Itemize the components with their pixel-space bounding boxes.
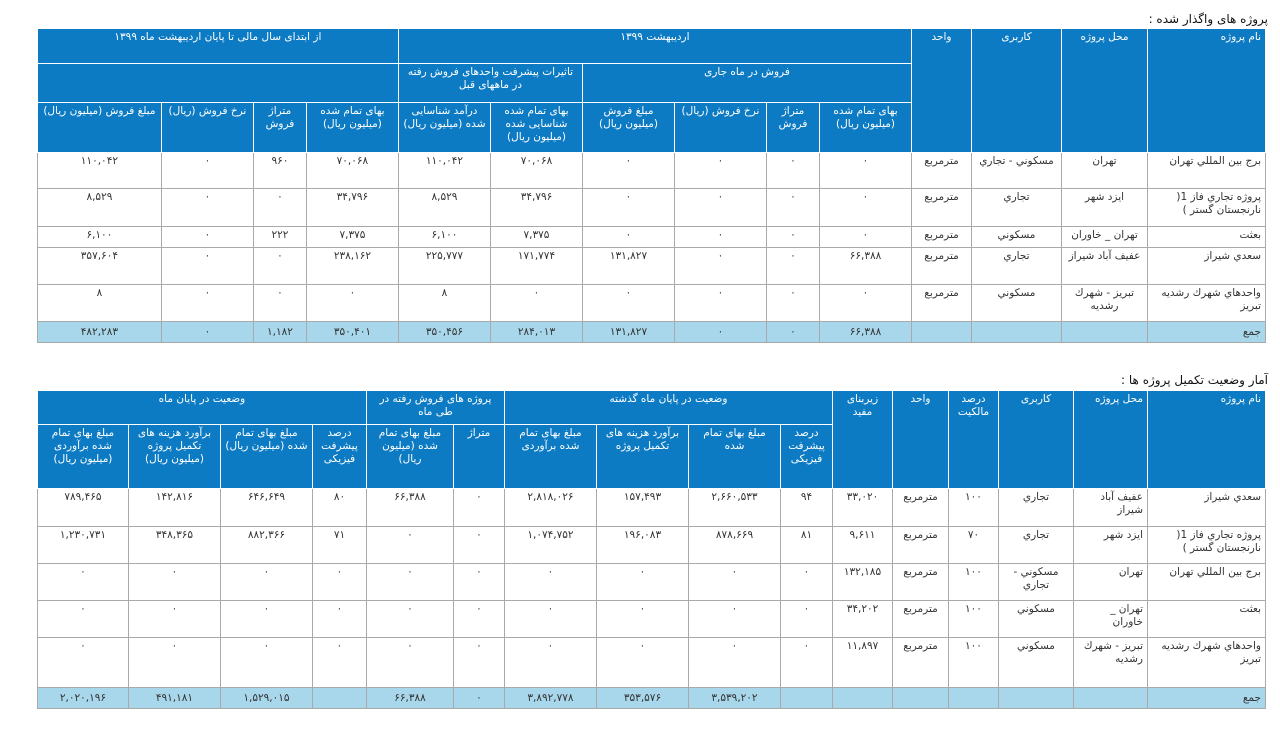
- cell-total: ۶۶,۳۸۸: [366, 688, 453, 709]
- cell-project-name: پروژه تجاري فاز 1( نارنجستان گستر ): [1148, 527, 1266, 564]
- cell-value: ۱,۰۷۴,۷۵۲: [504, 527, 596, 564]
- total-row: [37, 322, 1265, 343]
- cell-value: ۰: [37, 564, 128, 601]
- cell-value: ۰: [128, 601, 220, 638]
- cell-value: ۰: [128, 638, 220, 688]
- header-ytd-area: متراژ فروش: [253, 103, 306, 153]
- completion-status-table: [37, 390, 1266, 709]
- cell-unit: مترمربع: [912, 189, 972, 227]
- assigned-projects-table: [37, 28, 1266, 343]
- cell-location: تهران: [1062, 153, 1148, 189]
- cell-value: ۰: [583, 153, 675, 189]
- header-useful-area: زیربنای مفید: [833, 391, 893, 489]
- header-unit: واحد: [912, 29, 972, 153]
- cell-value: ۲۲۲: [253, 227, 306, 248]
- cell-value: ۰: [597, 638, 689, 688]
- header-end-estimate: برآورد هزینه های تکمیل پروژه (میلیون ریال): [128, 425, 220, 489]
- cell-value: ۲,۸۱۸,۰۲۶: [504, 489, 596, 527]
- cell-empty: [833, 688, 893, 709]
- cell-value: ۰: [37, 638, 128, 688]
- cell-value: ۶۶,۳۸۸: [366, 489, 453, 527]
- cell-value: ۱۱۰,۰۴۲: [37, 153, 161, 189]
- cell-location: تبريز - شهرك رشديه: [1062, 285, 1148, 322]
- cell-value: ۰: [597, 601, 689, 638]
- cell-ownership: ۱۰۰: [949, 489, 999, 527]
- cell-ownership: ۱۰۰: [949, 564, 999, 601]
- cell-total: ۴۸۲,۲۸۳: [37, 322, 161, 343]
- cell-total: ۶۶,۳۸۸: [820, 322, 912, 343]
- cell-unit: مترمربع: [893, 564, 949, 601]
- header-end-estimated-total: مبلغ بهای تمام شده برآوردی (میلیون ریال): [37, 425, 128, 489]
- header-completed-price: بهای تمام شده (میلیون ریال): [820, 103, 912, 153]
- cell-empty: [972, 322, 1062, 343]
- header-prev-estimated-total: مبلغ بهای تمام شده برآوردی: [504, 425, 596, 489]
- table-row: [37, 189, 1265, 227]
- cell-value: ۲۲۵,۷۷۷: [398, 248, 490, 285]
- cell-project-name: بعثت: [1148, 227, 1266, 248]
- table-row: [37, 285, 1265, 322]
- cell-value: ۰: [453, 527, 504, 564]
- cell-ownership: ۱۰۰: [949, 638, 999, 688]
- cell-value: ۰: [767, 248, 820, 285]
- cell-value: ۱۳۱,۸۲۷: [583, 248, 675, 285]
- cell-value: ۰: [767, 153, 820, 189]
- cell-value: ۰: [37, 601, 128, 638]
- cell-total: ۰: [453, 688, 504, 709]
- cell-value: ۰: [312, 564, 366, 601]
- cell-total: ۱,۵۲۹,۰۱۵: [220, 688, 312, 709]
- cell-value: ۰: [675, 189, 767, 227]
- cell-unit: مترمربع: [893, 489, 949, 527]
- cell-project-name: پروژه تجاري فاز 1( نارنجستان گستر ): [1148, 189, 1266, 227]
- header-prev-month-group: وضعیت در پایان ماه گذشته: [504, 391, 832, 425]
- cell-empty: [312, 688, 366, 709]
- cell-value: ۰: [366, 564, 453, 601]
- cell-value: ۱۹۶,۰۸۳: [597, 527, 689, 564]
- cell-location: تهران: [1074, 564, 1148, 601]
- cell-value: ۸: [398, 285, 490, 322]
- cell-total: ۰: [675, 322, 767, 343]
- cell-usage: مسكوني - تجاري: [972, 153, 1062, 189]
- cell-value: ۰: [504, 638, 596, 688]
- header-area-sold: متراژ فروش: [767, 103, 820, 153]
- header-project-name: نام پروژه: [1148, 29, 1266, 153]
- header-ytd-spacer: [37, 64, 398, 103]
- cell-value: ۶۶,۳۸۸: [820, 248, 912, 285]
- header-unit: واحد: [893, 391, 949, 489]
- cell-value: ۲۳۸,۱۶۲: [306, 248, 398, 285]
- cell-value: ۳۴,۷۹۶: [306, 189, 398, 227]
- cell-value: ۸۸۲,۳۶۶: [220, 527, 312, 564]
- cell-value: ۰: [504, 601, 596, 638]
- cell-ownership: ۷۰: [949, 527, 999, 564]
- cell-value: ۸۷۸,۶۶۹: [689, 527, 781, 564]
- cell-location: تهران _ خاوران: [1062, 227, 1148, 248]
- cell-empty: [781, 688, 833, 709]
- cell-value: ۰: [128, 564, 220, 601]
- header-ytd-group: از ابتدای سال مالی تا پایان اردیبهشت ماه ۱۳۹۹: [37, 29, 398, 64]
- cell-area: ۱۳۲,۱۸۵: [833, 564, 893, 601]
- cell-unit: مترمربع: [912, 153, 972, 189]
- cell-unit: مترمربع: [912, 285, 972, 322]
- cell-value: ۳۴,۷۹۶: [491, 189, 583, 227]
- cell-value: ۷,۳۷۵: [306, 227, 398, 248]
- cell-value: ۱۷۱,۷۷۴: [491, 248, 583, 285]
- cell-value: ۸۰: [312, 489, 366, 527]
- cell-value: ۰: [453, 489, 504, 527]
- cell-value: ۹۴: [781, 489, 833, 527]
- cell-location: تبريز - شهرك رشديه: [1074, 638, 1148, 688]
- cell-area: ۳۴,۲۰۲: [833, 601, 893, 638]
- cell-usage: تجاري: [972, 189, 1062, 227]
- cell-value: ۰: [253, 285, 306, 322]
- cell-value: ۰: [689, 564, 781, 601]
- cell-value: ۰: [220, 638, 312, 688]
- cell-value: ۰: [161, 153, 253, 189]
- section-title-assigned-projects: پروژه های واگذار شده :: [1148, 12, 1268, 26]
- cell-unit: مترمربع: [893, 527, 949, 564]
- cell-empty: [912, 322, 972, 343]
- cell-value: ۰: [597, 564, 689, 601]
- cell-total: ۱۳۱,۸۲۷: [583, 322, 675, 343]
- cell-value: ۰: [453, 601, 504, 638]
- cell-value: ۸,۵۲۹: [37, 189, 161, 227]
- header-current-sales: فروش در ماه جاری: [583, 64, 912, 103]
- cell-value: ۷,۳۷۵: [491, 227, 583, 248]
- table-row: [37, 248, 1265, 285]
- cell-value: ۶,۱۰۰: [37, 227, 161, 248]
- cell-project-name: واحدهاي شهرك رشديه تبريز: [1148, 638, 1266, 688]
- header-prev-estimate: برآورد هزینه های تکمیل پروژه: [597, 425, 689, 489]
- cell-value: ۳۵۷,۶۰۴: [37, 248, 161, 285]
- cell-value: ۱۱۰,۰۴۲: [398, 153, 490, 189]
- header-sold-area: متراژ: [453, 425, 504, 489]
- cell-project-name: بعثت: [1148, 601, 1266, 638]
- cell-location: عفيف آباد شيراز: [1074, 489, 1148, 527]
- cell-value: ۱,۲۳۰,۷۳۱: [37, 527, 128, 564]
- cell-value: ۳۴۸,۳۶۵: [128, 527, 220, 564]
- cell-project-name: سعدي شيراز: [1148, 248, 1266, 285]
- cell-value: ۰: [675, 153, 767, 189]
- cell-usage: تجاري: [972, 248, 1062, 285]
- cell-location: تهران _ خاوران: [1074, 601, 1148, 638]
- cell-total: ۳۵۰,۴۰۱: [306, 322, 398, 343]
- cell-value: ۰: [504, 564, 596, 601]
- cell-location: ايزد شهر: [1074, 527, 1148, 564]
- cell-empty: [1074, 688, 1148, 709]
- header-sold-group: پروژه های فروش رفته در طی ماه: [366, 391, 504, 425]
- cell-project-name: سعدي شيراز: [1148, 489, 1266, 527]
- cell-unit: مترمربع: [912, 227, 972, 248]
- header-end-completed: مبلغ بهای تمام شده (میلیون ریال): [220, 425, 312, 489]
- cell-total: ۴۹۱,۱۸۱: [128, 688, 220, 709]
- cell-ownership: ۱۰۰: [949, 601, 999, 638]
- cell-value: ۰: [583, 189, 675, 227]
- cell-value: ۱۵۷,۴۹۳: [597, 489, 689, 527]
- cell-empty: [893, 688, 949, 709]
- cell-value: ۰: [767, 285, 820, 322]
- cell-value: ۰: [253, 248, 306, 285]
- cell-total: ۰: [767, 322, 820, 343]
- cell-value: ۸,۵۲۹: [398, 189, 490, 227]
- cell-value: ۰: [220, 601, 312, 638]
- cell-location: ايزد شهر: [1062, 189, 1148, 227]
- table-row: [37, 227, 1265, 248]
- cell-value: ۷۰,۰۶۸: [491, 153, 583, 189]
- table-row: [37, 638, 1265, 688]
- header-month-group: اردیبهشت ۱۳۹۹: [398, 29, 911, 64]
- cell-total: ۳۵۰,۴۵۶: [398, 322, 490, 343]
- cell-area: ۹,۶۱۱: [833, 527, 893, 564]
- cell-value: ۰: [767, 227, 820, 248]
- cell-value: ۰: [161, 227, 253, 248]
- header-usage: کاربری: [972, 29, 1062, 153]
- cell-value: ۷۸۹,۴۶۵: [37, 489, 128, 527]
- cell-value: ۷۰,۰۶۸: [306, 153, 398, 189]
- header-project-name: نام پروژه: [1148, 391, 1266, 489]
- header-ytd-amount: مبلغ فروش (میلیون ریال): [37, 103, 161, 153]
- cell-value: ۰: [366, 527, 453, 564]
- header-prev-effects: تاثیرات پیشرفت واحدهای فروش رفته در ماههای قبل: [398, 64, 582, 103]
- cell-project-name: برج بين المللي تهران: [1148, 153, 1266, 189]
- header-recognized-income: درآمد شناسایی شده (میلیون ریال): [398, 103, 490, 153]
- header-prev-completed: مبلغ بهای تمام شده: [689, 425, 781, 489]
- cell-total: ۰: [161, 322, 253, 343]
- header-location: محل پروژه: [1062, 29, 1148, 153]
- cell-total: ۳۵۳,۵۷۶: [597, 688, 689, 709]
- cell-value: ۰: [781, 564, 833, 601]
- cell-usage: تجاري: [999, 489, 1074, 527]
- cell-total-label: جمع: [1148, 322, 1266, 343]
- table-row: [37, 601, 1265, 638]
- cell-total: ۲,۰۲۰,۱۹۶: [37, 688, 128, 709]
- cell-value: ۸۱: [781, 527, 833, 564]
- cell-total-label: جمع: [1148, 688, 1266, 709]
- cell-value: ۰: [583, 285, 675, 322]
- cell-usage: مسكوني - تجاري: [999, 564, 1074, 601]
- cell-value: ۰: [312, 601, 366, 638]
- cell-value: ۰: [689, 638, 781, 688]
- cell-value: ۰: [675, 285, 767, 322]
- header-recognized-cost: بهای تمام شده شناسایی شده (میلیون ریال): [491, 103, 583, 153]
- cell-unit: مترمربع: [912, 248, 972, 285]
- table-row: [37, 564, 1265, 601]
- header-ytd-completed-price: بهای تمام شده (میلیون ریال): [306, 103, 398, 153]
- cell-usage: مسكوني: [972, 227, 1062, 248]
- cell-value: ۱۴۲,۸۱۶: [128, 489, 220, 527]
- header-location: محل پروژه: [1074, 391, 1148, 489]
- cell-value: ۰: [306, 285, 398, 322]
- header-sold-amount: مبلغ بهای تمام شده (میلیون ریال): [366, 425, 453, 489]
- header-end-month-group: وضعیت در پایان ماه: [37, 391, 366, 425]
- header-sale-amount: مبلغ فروش (میلیون ریال): [583, 103, 675, 153]
- cell-value: ۰: [767, 189, 820, 227]
- header-sale-rate: نرخ فروش (ریال): [675, 103, 767, 153]
- table-row: [37, 153, 1265, 189]
- table-row: [37, 489, 1265, 527]
- cell-value: ۰: [675, 227, 767, 248]
- cell-value: ۰: [820, 285, 912, 322]
- cell-usage: مسكوني: [972, 285, 1062, 322]
- cell-unit: مترمربع: [893, 601, 949, 638]
- cell-value: ۷۱: [312, 527, 366, 564]
- cell-usage: مسكوني: [999, 638, 1074, 688]
- cell-value: ۰: [820, 189, 912, 227]
- section-title-completion-status: آمار وضعیت تکمیل پروژه ها :: [1121, 373, 1268, 387]
- cell-empty: [999, 688, 1074, 709]
- cell-value: ۸: [37, 285, 161, 322]
- cell-empty: [949, 688, 999, 709]
- cell-value: ۰: [453, 638, 504, 688]
- cell-value: ۰: [781, 638, 833, 688]
- table-row: [37, 527, 1265, 564]
- cell-value: ۰: [781, 601, 833, 638]
- cell-value: ۰: [675, 248, 767, 285]
- cell-value: ۲,۶۶۰,۵۳۳: [689, 489, 781, 527]
- header-ownership: درصد مالکیت: [949, 391, 999, 489]
- header-prev-progress: درصد پیشرفت فیزیکی: [781, 425, 833, 489]
- cell-value: ۰: [253, 189, 306, 227]
- cell-value: ۰: [220, 564, 312, 601]
- cell-project-name: برج بين المللي تهران: [1148, 564, 1266, 601]
- cell-value: ۰: [491, 285, 583, 322]
- cell-value: ۰: [161, 248, 253, 285]
- header-end-progress: درصد پیشرفت فیزیکی: [312, 425, 366, 489]
- cell-value: ۰: [453, 564, 504, 601]
- cell-total: ۱,۱۸۲: [253, 322, 306, 343]
- cell-total: ۳,۵۳۹,۲۰۲: [689, 688, 781, 709]
- cell-value: ۶,۱۰۰: [398, 227, 490, 248]
- cell-value: ۰: [161, 285, 253, 322]
- cell-value: ۰: [689, 601, 781, 638]
- cell-unit: مترمربع: [893, 638, 949, 688]
- cell-total: ۳,۸۹۲,۷۷۸: [504, 688, 596, 709]
- cell-usage: مسكوني: [999, 601, 1074, 638]
- cell-value: ۰: [583, 227, 675, 248]
- cell-value: ۰: [820, 227, 912, 248]
- header-usage: کاربری: [999, 391, 1074, 489]
- cell-total: ۲۸۴,۰۱۳: [491, 322, 583, 343]
- cell-usage: تجاري: [999, 527, 1074, 564]
- cell-value: ۰: [820, 153, 912, 189]
- cell-value: ۰: [161, 189, 253, 227]
- cell-empty: [1062, 322, 1148, 343]
- total-row: [37, 688, 1265, 709]
- cell-value: ۰: [366, 601, 453, 638]
- cell-value: ۰: [312, 638, 366, 688]
- header-ytd-rate: نرخ فروش (ریال): [161, 103, 253, 153]
- cell-project-name: واحدهاي شهرك رشديه تبريز: [1148, 285, 1266, 322]
- cell-location: عفيف آباد شيراز: [1062, 248, 1148, 285]
- cell-value: ۶۴۶,۶۴۹: [220, 489, 312, 527]
- cell-value: ۰: [366, 638, 453, 688]
- cell-area: ۱۱,۸۹۷: [833, 638, 893, 688]
- cell-value: ۹۶۰: [253, 153, 306, 189]
- cell-area: ۳۳,۰۲۰: [833, 489, 893, 527]
